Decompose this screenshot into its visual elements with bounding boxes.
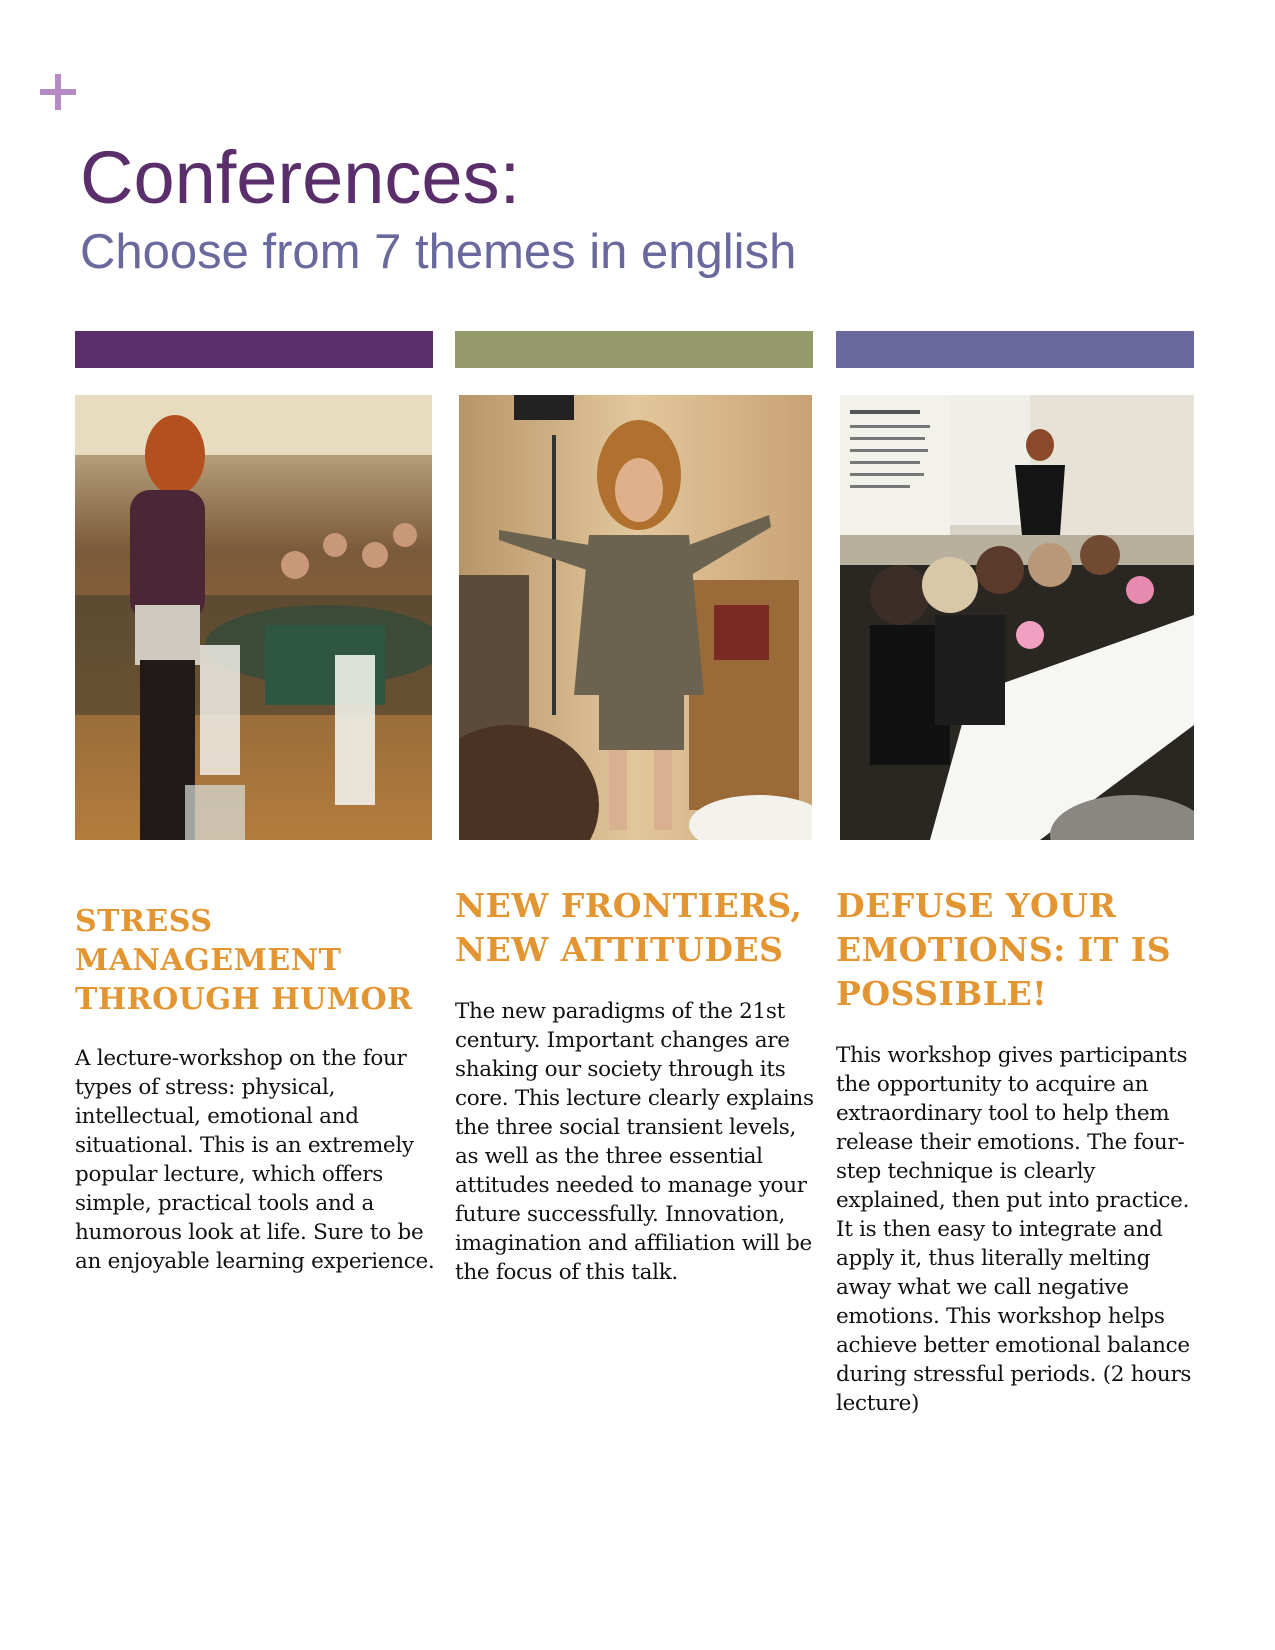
plus-icon <box>40 74 76 110</box>
column-1-body: A lecture-workshop on the four types of stress: physical, intellectual, emotional and situational. This is an extremely popular lecture, which offers simple, practical tools and a humorous look at life. Sure to be an enjoyable learning experience. <box>75 1046 435 1274</box>
column-2-heading: NEW FRONTIERS, NEW ATTITUDES <box>455 886 803 969</box>
speaker-with-microphone-photo <box>75 395 432 840</box>
page-subtitle: Choose from 7 themes in english <box>80 225 797 279</box>
column-3-color-bar <box>836 331 1194 368</box>
column-1-color-bar <box>75 331 433 368</box>
column-1-heading: STRESS MANAGEMENT THROUGH HUMOR <box>75 904 413 1017</box>
column-2-color-bar <box>455 331 813 368</box>
page-title: Conferences: <box>80 136 521 219</box>
column-2-body: The new paradigms of the 21st century. Important changes are shaking our society through its core. This lecture clearly explains the three social transient levels, as well as the three essential attitudes needed to manage your future successfully. Innovation, imagination and affiliation will be the focus of this talk. <box>455 999 814 1285</box>
column-3-heading: DEFUSE YOUR EMOTIONS: IT IS POSSIBLE! <box>836 886 1172 1013</box>
column-3-body: This workshop gives participants the opportunity to acquire an extraordinary tool to help them release their emotions. The four-step technique is clearly explained, then put into practice. It is then easy to integrate and apply it, thus literally melting away what we call negative emotions. This workshop helps achieve better emotional balance during stressful periods. (2 hours lecture) <box>836 1043 1192 1416</box>
audience-at-banquet-photo <box>840 395 1194 840</box>
speaker-arms-open-photo <box>459 395 812 840</box>
